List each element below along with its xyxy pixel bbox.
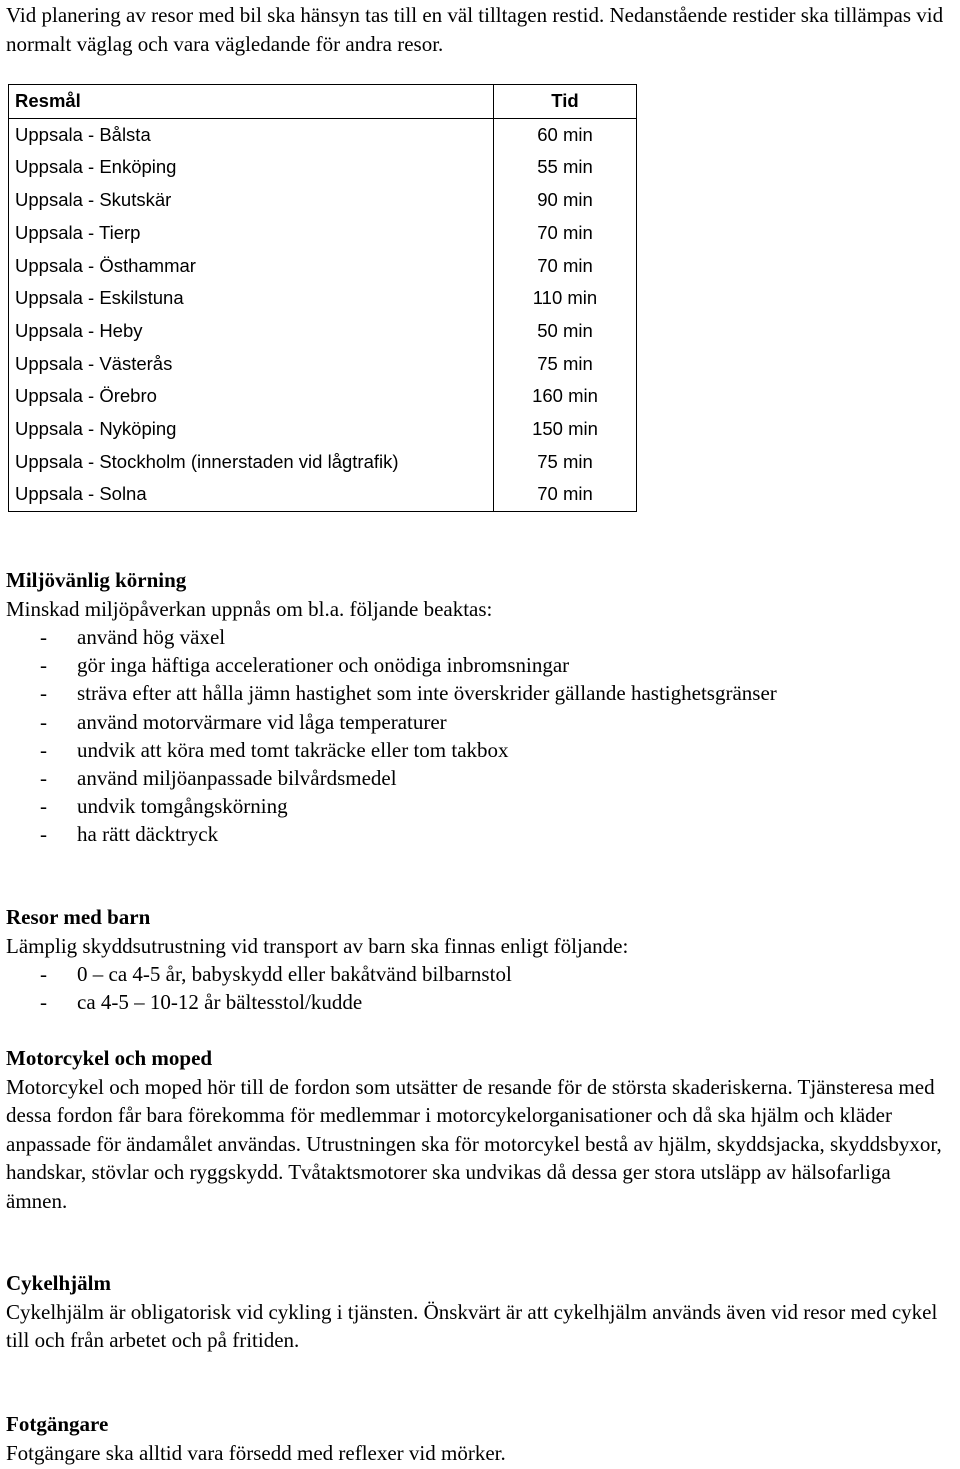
row-destination: Uppsala - Tierp (9, 217, 494, 250)
list-item (6, 764, 956, 792)
dash-marker: - (40, 737, 47, 762)
section-miljovanlig-korning (6, 566, 956, 849)
header-destination: Resmål (9, 85, 494, 119)
row-time: 75 min (494, 348, 637, 381)
list-item (6, 708, 956, 736)
header-time: Tid (494, 85, 637, 119)
section-fotgangare (6, 1410, 956, 1467)
section-heading: Resor med barn (6, 905, 151, 929)
dash-marker: - (40, 625, 47, 649)
dash-marker: - (40, 766, 47, 791)
row-destination: Uppsala - Skutskär (9, 184, 494, 217)
table-row (9, 348, 637, 381)
dash-marker: - (40, 709, 47, 734)
section-body: Fotgängare ska alltid vara försedd med reflexer vid mörker. (6, 1440, 506, 1465)
bullet-list (6, 623, 956, 849)
section-heading: Cykelhjälm (6, 1271, 111, 1295)
section-body: Motorcykel och moped hör till de fordon som utsätter de resande för de största skaderiskerna. Tjänsteresa med dessa fordon får bara förekomma för medlemmar i motorcykelorganisationer och då ska hjälm och kläder anpassade för ändamålet användas. Utrustningen ska för motorcykel bestå av hjälm, skyddsjacka, skyddsbyxor, handskar, stövlar och ryggskydd. Tvåtaktsmotorer ska undvikas då dessa ger stora utsläpp av hälsofarliga ämnen. (6, 1074, 942, 1213)
list-item-text: använd miljöanpassade bilvårdsmedel (77, 766, 397, 791)
list-item-text: undvik att köra med tomt takräcke eller tom takbox (77, 737, 509, 762)
section-lead: Minskad miljöpåverkan uppnås om bl.a. följande beaktas: (6, 596, 493, 621)
table-row (9, 413, 637, 446)
list-item (6, 820, 956, 848)
table-header-row (9, 85, 637, 119)
section-heading: Fotgängare (6, 1412, 109, 1436)
row-destination: Uppsala - Nyköping (9, 413, 494, 446)
bullet-list (6, 960, 956, 1016)
intro-paragraph: Vid planering av resor med bil ska hänsyn tas till en väl tilltagen restid. Nedanstående restider ska tillämpas vid normalt väglag och vara vägledande för andra resor. (6, 3, 944, 56)
section-heading: Miljövänlig körning (6, 568, 187, 592)
table-row (9, 446, 637, 479)
section-body: Cykelhjälm är obligatorisk vid cykling i tjänsten. Önskvärt är att cykelhjälm används även vid resor med cykel till och från arbetet och på fritiden. (6, 1299, 938, 1352)
list-item-text: använd hög växel (77, 625, 226, 649)
row-time: 160 min (494, 380, 637, 413)
dash-marker: - (40, 822, 47, 847)
dash-marker: - (40, 681, 47, 706)
list-item (6, 679, 956, 707)
section-cykelhjalm (6, 1269, 956, 1355)
section-motorcykel-och-moped (6, 1044, 956, 1215)
row-time: 50 min (494, 315, 637, 348)
row-time: 70 min (494, 250, 637, 283)
row-destination: Uppsala - Bålsta (9, 118, 494, 151)
list-item (6, 651, 956, 679)
row-time: 150 min (494, 413, 637, 446)
row-time: 60 min (494, 118, 637, 151)
dash-marker: - (40, 653, 47, 678)
table-row (9, 282, 637, 315)
list-item (6, 960, 956, 988)
table-row (9, 151, 637, 184)
list-item (6, 988, 956, 1016)
row-destination: Uppsala - Enköping (9, 151, 494, 184)
dash-marker: - (40, 962, 47, 986)
section-lead: Lämplig skyddsutrustning vid transport av barn ska finnas enligt följande: (6, 933, 629, 958)
list-item (6, 736, 956, 764)
table-row (9, 478, 637, 511)
row-time: 75 min (494, 446, 637, 479)
row-destination: Uppsala - Örebro (9, 380, 494, 413)
list-item (6, 792, 956, 820)
dash-marker: - (40, 990, 47, 1015)
table-row (9, 250, 637, 283)
list-item-text: 0 – ca 4-5 år, babyskydd eller bakåtvänd bilbarnstol (77, 962, 512, 986)
row-destination: Uppsala - Östhammar (9, 250, 494, 283)
list-item-text: undvik tomgångskörning (77, 794, 288, 819)
list-item (6, 623, 956, 651)
table-row (9, 315, 637, 348)
list-item-text: använd motorvärmare vid låga temperaturer (77, 709, 447, 734)
row-destination: Uppsala - Stockholm (innerstaden vid lågtrafik) (9, 446, 494, 479)
table-row (9, 118, 637, 151)
section-heading: Motorcykel och moped (6, 1046, 213, 1070)
row-time: 90 min (494, 184, 637, 217)
table-row (9, 380, 637, 413)
row-destination: Uppsala - Västerås (9, 348, 494, 381)
table-row (9, 217, 637, 250)
travel-time-table (8, 84, 637, 512)
row-destination: Uppsala - Heby (9, 315, 494, 348)
list-item-text: sträva efter att hålla jämn hastighet som inte överskrider gällande hastighetsgränser (77, 681, 777, 706)
row-time: 70 min (494, 217, 637, 250)
row-time: 110 min (494, 282, 637, 315)
row-time: 55 min (494, 151, 637, 184)
row-time: 70 min (494, 478, 637, 511)
section-resor-med-barn (6, 903, 956, 1016)
table-row (9, 184, 637, 217)
row-destination: Uppsala - Solna (9, 478, 494, 511)
dash-marker: - (40, 794, 47, 819)
list-item-text: ca 4-5 – 10-12 år bältesstol/kudde (77, 990, 363, 1015)
list-item-text: ha rätt däcktryck (77, 822, 219, 847)
list-item-text: gör inga häftiga accelerationer och onödiga inbromsningar (77, 653, 570, 678)
row-destination: Uppsala - Eskilstuna (9, 282, 494, 315)
